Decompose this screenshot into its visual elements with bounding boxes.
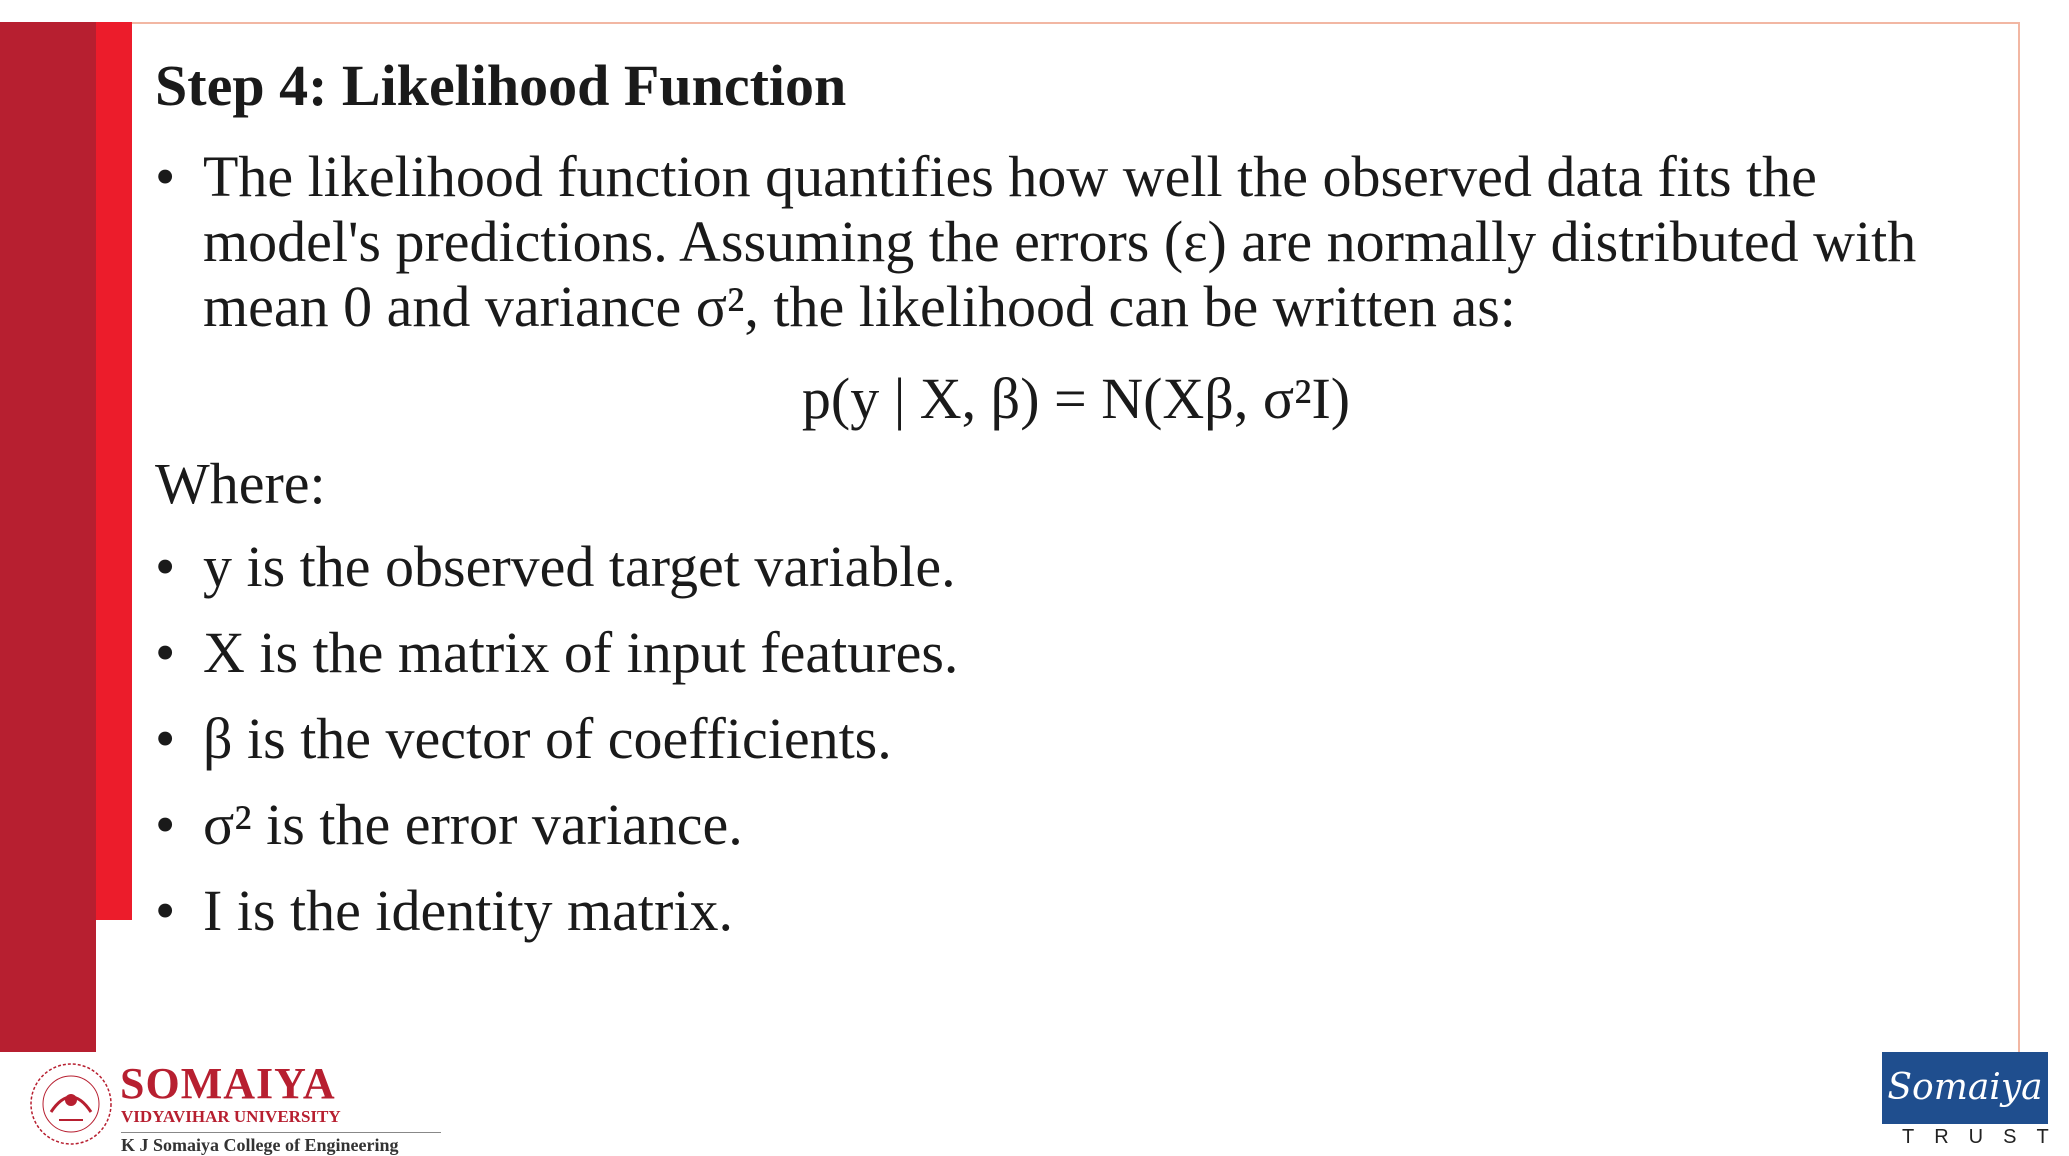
bullet-icon: • — [155, 534, 176, 599]
list-item — [155, 790, 1655, 876]
where-label: Where: — [155, 451, 326, 516]
left-accent-bar-bright — [96, 22, 132, 920]
bullet-icon: • — [155, 144, 176, 209]
bullet-icon: • — [155, 792, 176, 857]
bullet-icon: • — [155, 878, 176, 943]
definition-text: X is the matrix of input features. — [203, 620, 959, 685]
list-item — [155, 876, 1655, 962]
intro-paragraph — [155, 144, 1995, 339]
definition-text: I is the identity matrix. — [203, 878, 733, 943]
university-seal-icon — [18, 1060, 124, 1148]
list-item — [155, 618, 1655, 704]
trust-word: TRUST — [1902, 1126, 2069, 1148]
likelihood-equation: p(y | X, β) = N(Xβ, σ²I) — [801, 366, 1351, 431]
list-item — [155, 532, 1655, 618]
intro-bullet-row — [155, 144, 1995, 339]
college-name: K J Somaiya College of Engineering — [121, 1135, 399, 1155]
university-logo — [10, 1052, 450, 1155]
slide-title: Step 4: Likelihood Function — [155, 53, 847, 118]
brand-divider — [121, 1132, 441, 1133]
trust-script-text: Somaiya — [1887, 1067, 2043, 1108]
list-item — [155, 704, 1655, 790]
university-subtitle: VIDYAVIHAR UNIVERSITY — [121, 1107, 341, 1126]
left-accent-bar-dark — [0, 22, 96, 1052]
intro-text: The likelihood function quantifies how well the observed data fits the model's predictions. Assuming the errors (ε) are normally distributed with mean 0 and variance σ², the likelihood can be written as: — [203, 144, 1917, 339]
definition-text: σ² is the error variance. — [203, 792, 743, 857]
bullet-icon: • — [155, 620, 176, 685]
definition-text: y is the observed target variable. — [203, 534, 956, 599]
definition-text: β is the vector of coefficients. — [203, 706, 892, 771]
bullet-icon: • — [155, 706, 176, 771]
university-name: SOMAIYA — [120, 1059, 336, 1108]
definition-list — [155, 532, 1655, 962]
trust-logo — [1882, 1052, 2069, 1152]
